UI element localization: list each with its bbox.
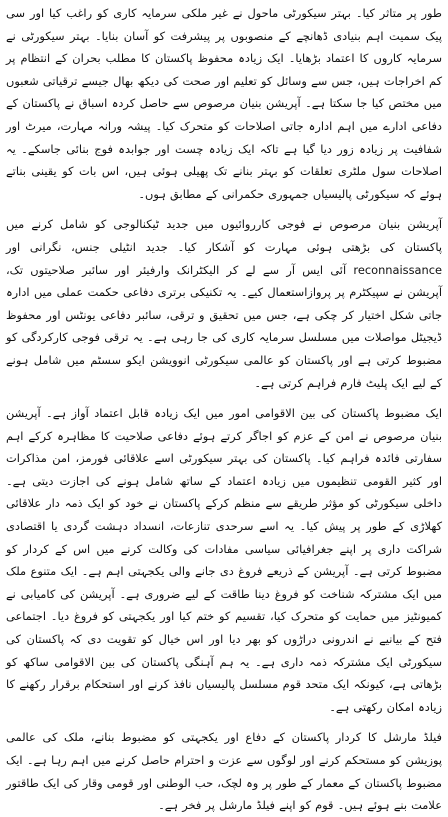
article-paragraph-4: فیلڈ مارشل کا کردار پاکستان کے دفاع اور یکجہتی کو مضبوط بنانے، ملک کی عالمی پوزیشن کو مستحکم کرنے اور لوگوں سے عزت و احترام حاصل کرنے میں اہم رہا ہے۔ ایک مضبوط پاکستان کے معمار کے طور پر وہ لچک، حب الوطنی اور قومی وقار کی ایک طاقتور علامت بنے ہوئے ہیں۔ قوم کو اپنے فیلڈ مارشل پر فخر ہے۔ [6,730,442,813]
article-paragraph-2: آپریشن بنیان مرصوص نے فوجی کارروائیوں میں جدید ٹیکنالوجی کو شامل کرنے میں پاکستان کی بڑھتی ہوئی مہارت کو آشکار کیا۔ جدید انٹیلی جنس، نگرانی اور reconnaissance آئی ایس آر سے لے کر الیکٹرانک وارفیئر اور سائبر صلاحیتوں تک، آپریشن نے سپیکٹرم پر پروازاستعمال کیے۔ یہ تکنیکی برتری دفاعی حکمت عملی میں ادارہ جاتی شکل اختیار کر چکی ہے، جس میں تحقیق و ترقی، سائبر دفاعی یونٹس اور محفوظ ڈیجیٹل مواصلات میں مسلسل سرمایہ کاری کی جا رہی ہے۔ یہ ترقی فوجی کارکردگی کو مضبوط کرتی ہے اور پاکستان کو عالمی سیکورٹی انوویشن ایکو سسٹم میں شامل ہونے کے لیے ایک پلیٹ فارم فراہم کرتی ہے۔ [6,217,442,390]
article-paragraph-3: ایک مضبوط پاکستان کی بین الاقوامی امور میں ایک زیادہ قابل اعتماد آواز ہے۔ آپریشن بنیان مرصوص نے امن کے عزم کو اجاگر کرتے ہوئے دفاعی صلاحیت کا مظاہرہ کرکے اہم سفارتی فائدہ فراہم کیا۔ پاکستان کی بہتر سیکورٹی اسے علاقائی فورمز، امن مذاکرات اور کثیر القومی تنظیموں میں زیادہ اعتماد کے ساتھ شامل ہونے کی اجازت دیتی ہے۔ داخلی سیکورٹی کو مؤثر طریقے سے منظم کرکے پاکستان نے خود کو ایک ذمہ دار علاقائی کھلاڑی کے طور پر پیش کیا۔ یہ اسے سرحدی تنازعات، انسداد دہشت گردی یا اقتصادی شراکت داری پر اپنے جغرافیائی سیاسی مفادات کی وکالت کرنے میں اس کے کردار کو مضبوط کرتی ہے۔ آپریشن کے ذریعے فروغ دی جانے والی یکجہتی اہم ہے۔ ایک متنوع ملک میں ایک مشترکہ شناخت کو فروغ دینا طاقت کے لیے ضروری ہے۔ آپریشن کی کامیابی نے کمیونٹیز میں حمایت کو متحرک کیا، تقسیم کو ختم کیا اور یکجہتی کو فروغ دیا۔ اجتماعی فتح کے بیانیے نے اندرونی دراڑوں کو بھر دیا اور اس خیال کو تقویت دی کہ پاکستان کی سیکورٹی ایک مشترکہ ذمہ داری ہے۔ یہ ہم آہنگی پاکستان کی بین الاقوامی ساکھ کو بڑھاتی ہے، کیونکہ ایک متحد قوم مسلسل پالیسیاں نافذ کرنے اور استحکام برقرار رکھنے کا زیادہ امکان رکھتی ہے۔ [6,406,442,714]
article-paragraph-1: طور پر متاثر کیا۔ بہتر سیکورٹی ماحول نے غیر ملکی سرمایہ کاری کو راغب کیا اور سی پیک سمیت اہم بنیادی ڈھانچے کے منصوبوں پر پیشرفت کو آسان بنایا۔ بہتر سیکورٹی نے سرمایہ کاروں کا اعتماد بڑھایا۔ ایک زیادہ محفوظ پاکستان کا مطلب بحران کے انتظام پر کم اخراجات ہیں، جس سے وسائل کو تعلیم اور صحت کی دیکھ بھال جیسے ترقیاتی شعبوں میں مختص کیا جا سکتا ہے۔ آپریشن بنیان مرصوص سے حاصل کردہ اسباق نے پاکستان کے دفاعی ادارے میں اہم ادارہ جاتی اصلاحات کو متحرک کیا۔ پیشہ ورانہ مہارت، میرٹ اور شفافیت پر زیادہ زور دیا گیا ہے تاکہ ایک زیادہ چست اور جوابدہ فوج بنائی جاسکے۔ یہ اصلاحات سول ملٹری تعلقات کو بہتر بنانے تک پھیلی ہوئی ہیں، اس بات کو یقینی بناتے ہوئے کہ سیکورٹی پالیسیاں جمہوری حکمرانی کے مطابق ہوں۔ [6,6,442,201]
